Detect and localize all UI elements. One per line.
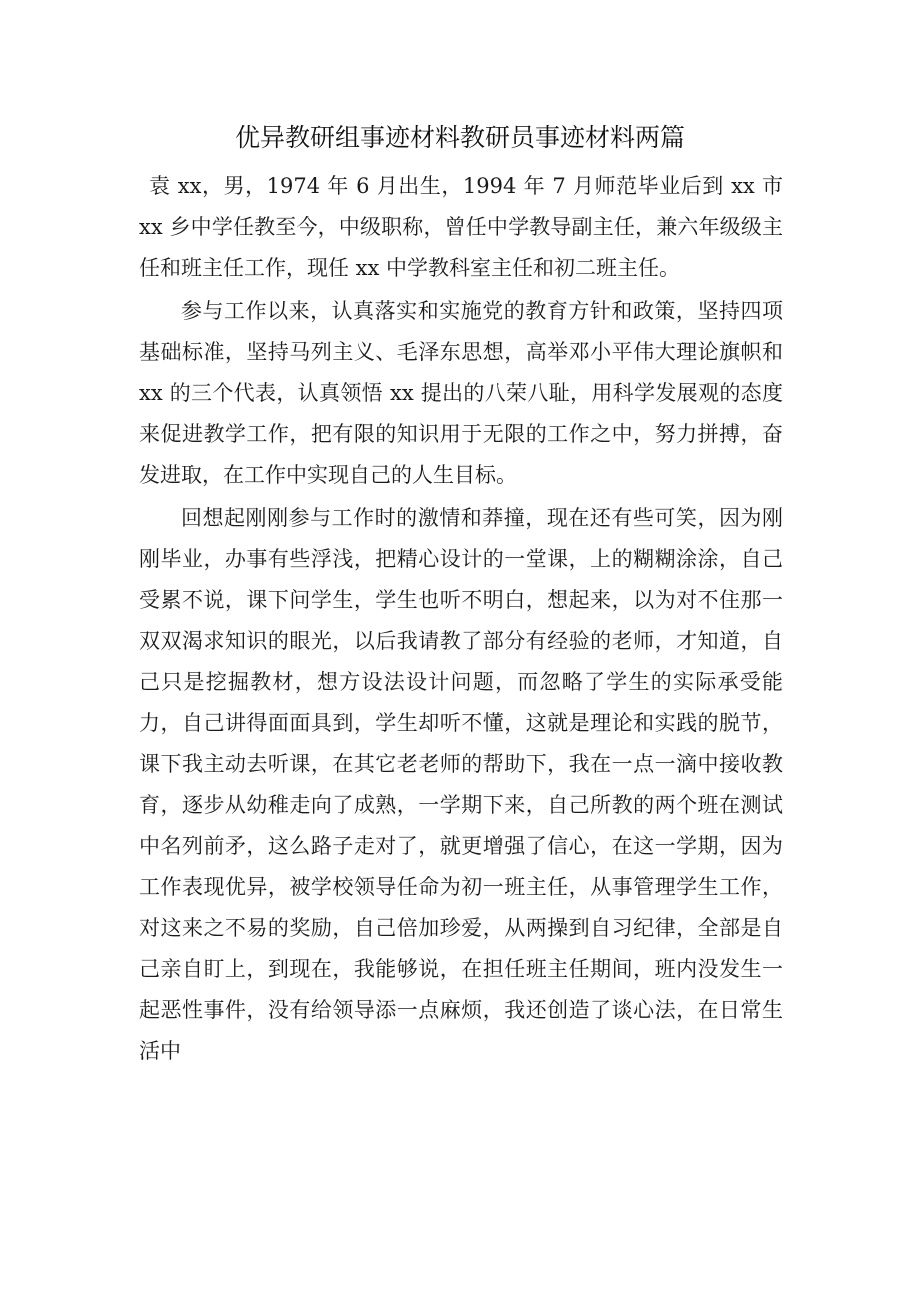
paragraph-work-attitude: 参与工作以来，认真落实和实施党的教育方针和政策，坚持四项基础标准，坚持马列主义、毛泽东思想，高举邓小平伟大理论旗帜和 xx 的三个代表，认真领悟 xx 提出的八荣八耻，用科学发展观的态度来促进教学工作，把有限的知识用于无限的工作之中，努力拼搏，奋发进取，在工作中实现自己的人生目标。 (139, 299, 783, 487)
paragraph-recollection: 回想起刚刚参与工作时的激情和莽撞，现在还有些可笑，因为刚刚毕业，办事有些浮浅，把精心设计的一堂课，上的糊糊涂涂，自己受累不说，课下问学生，学生也听不明白，想起来，以为对不住那一双双渴求知识的眼光，以后我请教了部分有经验的老师，才知道，自己只是挖掘教材，想方设法设计问题，而忽略了学生的实际承受能力，自己讲得面面具到，学生却听不懂，这就是理论和实践的脱节，课下我主动去听课，在其它老老师的帮助下，我在一点一滴中接收教育，逐步从幼稚走向了成熟，一学期下来，自己所教的两个班在测试中名列前矛，这么路子走对了，就更增强了信心，在这一学期，因为工作表现优异，被学校领导任命为初一班主任，从事管理学生工作，对这来之不易的奖励，自己倍加珍爱，从两操到自习纪律，全部是自己亲自盯上，到现在，我能够说，在担任班主任期间，班内没发生一起恶性事件，没有给领导添一点麻烦，我还创造了谈心法，在日常生活中 (139, 506, 783, 1063)
document-title: 优异教研组事迹材料教研员事迹材料两篇 (234, 123, 685, 152)
document-body (139, 166, 783, 1074)
paragraph-intro: 袁 xx，男，1974 年 6 月出生，1994 年 7 月师范毕业后到 xx 市 xx 乡中学任教至今，中级职称，曾任中学教导副主任，兼六年级级主任和班主任工作，现任 xx 中学教科室主任和初二班主任。 (139, 174, 783, 280)
